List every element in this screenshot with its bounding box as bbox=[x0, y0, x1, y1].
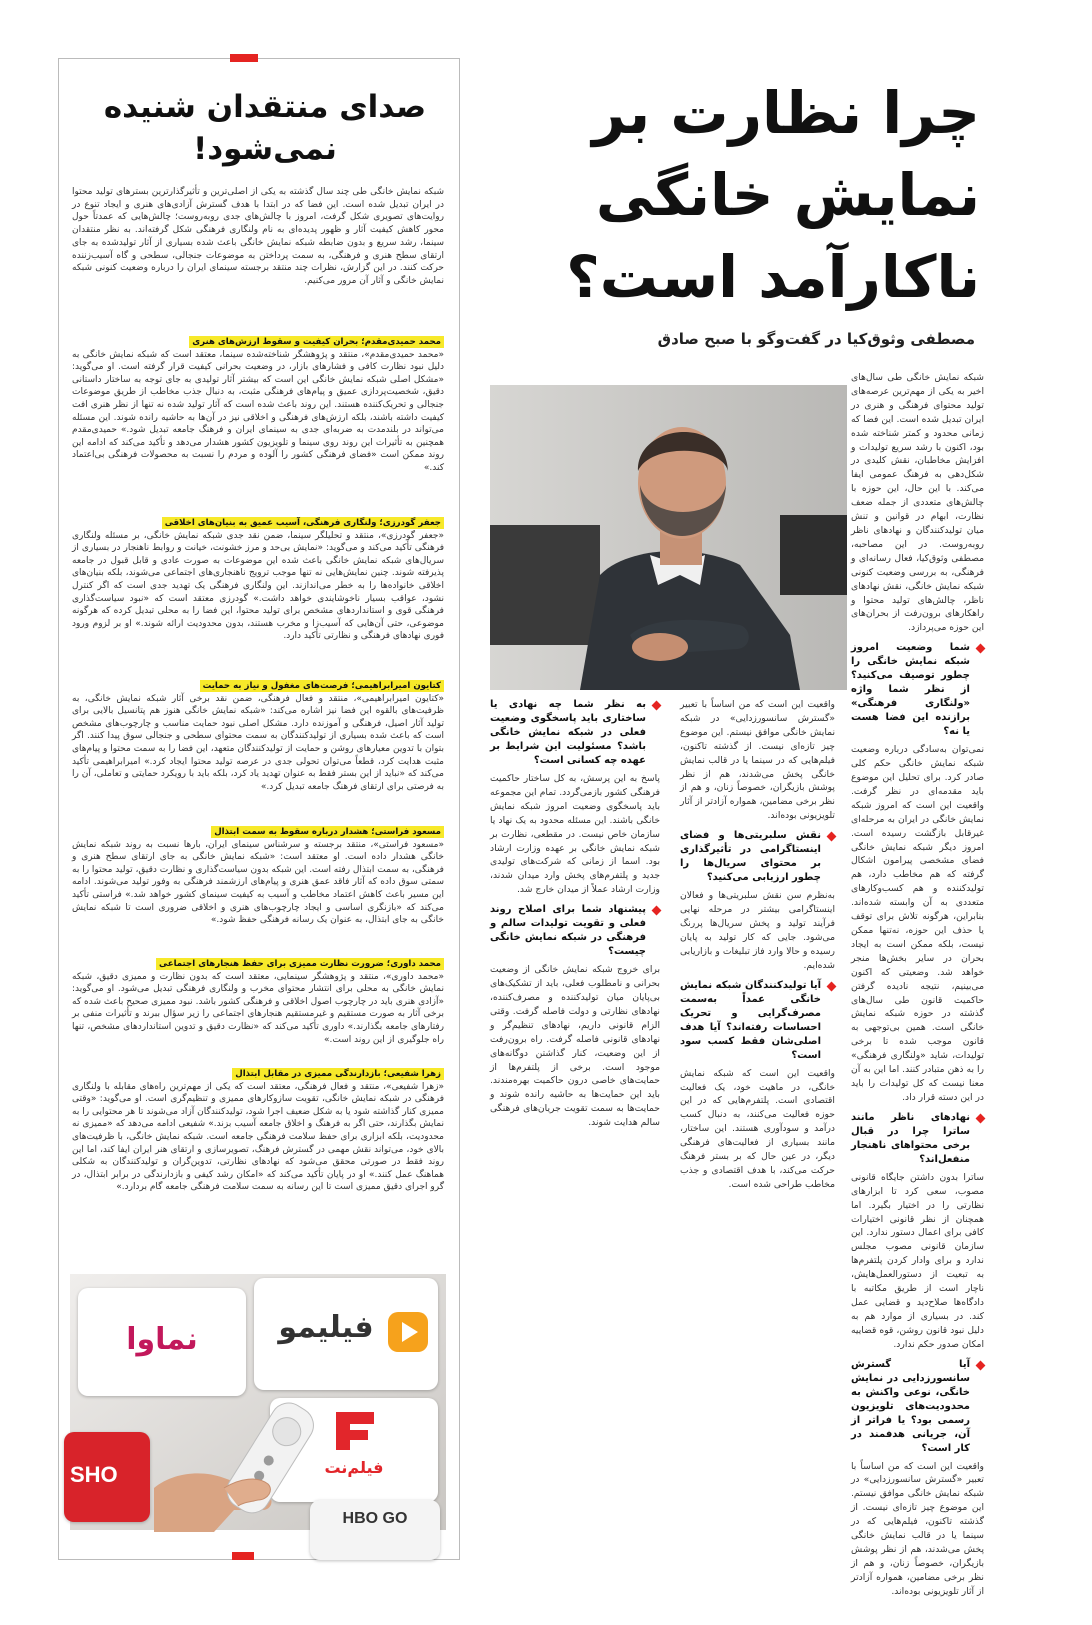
question-text: پیشنهاد شما برای اصلاح روند فعلی و تقویت تولیدات سالم و فرهنگی در شبکه نمایش خانگی چیست؟ bbox=[490, 904, 646, 958]
sidebar-section-heading: محمد حمیدی‌مقدم؛ بحران کیفیت و سقوط ارزش‌های هنری bbox=[189, 336, 444, 348]
article-intro bbox=[851, 371, 984, 1597]
bullet-icon bbox=[976, 644, 986, 654]
sidebar-section-body: «محمد داوری»، منتقد و پژوهشگر سینمایی، معتقد است که بدون نظارت و ممیزی دقیق، شبکه نمایش خانگی به محلی برای انتشار محتوای مخرب و ولنگاری فرهنگی تبدیل می‌شود. او می‌گوید: «آزادی هنری باید در چارچوب اصول اخلاقی و فرهنگی کشور باشد. نبود ممیزی صحیح باعث شده که برخی آثار به صورت مستقیم و غیرمستقیم هنجارهای اجتماعی را زیر سؤال ببرند و تأثیرات منفی بر رفتارهای جامعه بگذارند.» داوری تأکید می‌کند که «نظارت دقیق و تدوین استانداردهای مشخص، تنها راه جلوگیری از این روند است.» bbox=[72, 971, 444, 1045]
answer-text: پاسخ به این پرسش، به کل ساختار حاکمیت فرهنگی کشور بازمی‌گردد. تمام این مجموعه باید پاسخگوی وضعیت امروز شبکه نمایش خانگی باشند. این مسئله محدود به یک نهاد یا سازمان خاص نیست. در مقطعی، نظارت بر شبکه نمایش خانگی بر عهده وزارت ارشاد بود. اسما از زمانی که شرکت‌های تولیدی جدید و پلتفرم‌های پخش وارد میدان شدند، وزارت ارشاد عملاً از میدان خارج شد. bbox=[490, 773, 660, 896]
question-text: آیا گسترش سانسورزدایی در نمایش خانگی، نوعی واکنش به محدودیت‌های تلویزیون رسمی بود؟ یا فراتر از آن، جریانی هدفمند در کار است؟ bbox=[851, 1358, 970, 1454]
article-column-middle bbox=[680, 698, 835, 1192]
sidebar-section bbox=[72, 517, 444, 643]
sidebar-section bbox=[72, 336, 444, 475]
bullet-icon bbox=[652, 906, 662, 916]
namava-logo-card bbox=[78, 1288, 246, 1396]
article-subtitle: مصطفی وثوق‌کیا در گفت‌وگو با صبح صادق bbox=[657, 330, 975, 348]
sidebar-section bbox=[72, 958, 444, 1046]
sidebar-section-body: «جعفر گودرزی»، منتقد و تحلیلگر سینما، ضمن نقد جدی شبکه نمایش خانگی، بر مسئله ولنگاری فرهنگی تأکید می‌کند و می‌گوید: «نمایش بی‌حد و مرز خشونت، خیانت و روابط ناهنجار در بسیاری از سریال‌های شبکه نمایش خانگی باعث شده این موضوعات به صورت عادی و قابل قبول در جامعه پذیرفته شوند. چنین نمایش‌هایی نه تنها موجب ترویج ناهنجاری‌های اجتماعی می‌شوند، بلکه بنیان‌های اخلاقی خانواده‌ها را به خطر می‌اندازند. این ولنگاری فرهنگی یک تهدید جدی است که اگر کنترل نشود، عواقب بسیار ناخوشایندی خواهد داشت.» گودرزی معتقد است که «نبود سیاست‌گذاری فرهنگی قوی و استانداردهای مشخص برای تولید محتوا، این فضا را به محلی تبدیل کرده که هرگونه موضوعی، حتی آن‌هایی که آسیب‌زا و مخرب هستند، بدون محدودیت ارائه شوند.» او بر لزوم ورود فوری نهادهای فرهنگی و نظارتی تأکید دارد. bbox=[72, 530, 444, 642]
sidebar-section bbox=[72, 680, 444, 793]
hand-holding-remote-illustration bbox=[154, 1392, 354, 1532]
question-text: نقش سلبریتی‌ها و فضای اینستاگرامی در تأثیرگذاری بر محتوای سریال‌ها را چطور ارزیابی می‌کنید؟ bbox=[680, 830, 821, 884]
sidebar-section bbox=[72, 826, 444, 927]
question-text: به نظر شما چه نهادی یا ساختاری باید پاسخگوی وضعیت فعلی در شبکه نمایش خانگی باشد؟ مسئولیت این شرایط بر عهده چه کسانی است؟ bbox=[490, 699, 646, 766]
sidebar-section-body: «زهرا شفیعی»، منتقد و فعال فرهنگی، معتقد است که یکی از مهم‌ترین راه‌های مقابله با ولنگاری فرهنگی در شبکه نمایش خانگی، تقویت سازوکارهای ممیزی و تنظیم‌گری است. او می‌گوید: «وقتی ممیزی کنار گذاشته شود یا به شکل ضعیف اجرا شود، تولیدکنندگان آزاد می‌شوند تا هر محتوایی را به نمایش بگذارند، حتی اگر به فرهنگ و اخلاق جامعه آسیب بزند.» شفیعی ادامه می‌دهد که «ممیزی نه محدودیت، بلکه ابزاری برای حفظ سلامت فرهنگی جامعه است. شبکه نمایش خانگی، با ظرفیت‌های بالای خود، می‌تواند نقش مهمی در گسترش فرهنگ، تصویرسازی و ارتقای هنر ایران ایفا کند، اما این روند فقط در صورتی محقق می‌شود که نهادهای نظارتی، تدوین‌گران و تولیدکنندگان به شکلی هماهنگ عمل کنند.» او در پایان تأکید می‌کند که «امکان رشد کیفی و بازدارندگی در برابر ابتذال، در گرو اجرای دقیق ممیزی است تا این رسانه به سمت سلامت فرهنگی جامعه گام بردارد.» bbox=[72, 1081, 444, 1193]
bullet-icon bbox=[827, 832, 837, 842]
sidebar-section-body: «کتایون امیرابراهیمی»، منتقد و فعال فرهنگی، ضمن نقد برخی آثار شبکه نمایش خانگی، به ظرفیت‌های بالقوه این فضا نیز اشاره می‌کند: «شبکه نمایش خانگی هنوز هم پتانسیل بالایی برای تولید آثار اصیل، فرهنگی و آموزنده دارد. مشکل اصلی نبود حمایت مناسب و چارچوب‌های مشخص است که باعث شده بسیاری از تولیدکنندگان به سمت محتوای سطحی و جنجالی سوق پیدا کنند. اگر بتوان با تدوین معیارهای روشن و حمایت از تولیدکنندگان متعهد، این فضا را به سمت محتوا و پیام‌های مثبت هدایت کرد، قطعاً می‌توان تحولی جدی در عرصه تولید محتوا ایجاد کرد.» امیرابراهیمی تأکید می‌کند که «نباید از این بستر فقط به عنوان تهدید یاد کرد، بلکه باید با رویکرد حمایتی و تعاملی، آن را به فرصتی برای ارتقای فرهنگ جامعه تبدیل کرد.» bbox=[72, 693, 444, 792]
question bbox=[851, 1358, 984, 1456]
filimo-logo-card bbox=[254, 1278, 438, 1390]
sidebar-section bbox=[72, 1068, 444, 1194]
answer-text: واقعیت این است که شبکه نمایش خانگی، در ماهیت خود، یک فعالیت اقتصادی است. پلتفرم‌هایی که در این حوزه فعالیت می‌کنند، به دنبال کسب درآمد و سودآوری هستند. این ساختار، مانند بسیاری از فعالیت‌های فرهنگی دیگر، در عین حال که بر بستر فرهنگ حرکت می‌کند، با هدف اقتصادی و جذب مخاطب طراحی شده است. bbox=[680, 1067, 835, 1190]
sidebar-section-heading: زهرا شفیعی؛ بازدارندگی ممیزی در مقابل ابتذال bbox=[232, 1068, 444, 1080]
article-intro-text: شبکه نمایش خانگی طی سال‌های اخیر به یکی از مهم‌ترین عرصه‌های تولید محتوای فرهنگی و هنری در ایران تبدیل شده است. این فضا که زمانی محدود و کمتر شناخته شده بود، اکنون با رشد سریع تولیدات و افزایش مخاطبان، نقش کلیدی در شکل‌دهی به فرهنگ عمومی ایفا می‌کند. با این حال، این حوزه با چالش‌های متعددی از جمله ضعف نظارت، ابهام در قوانین و تنش میان تولیدکنندگان و نهادهای ناظر روبه‌روست. در این مصاحبه، مصطفی وثوق‌کیا، فعال رسانه‌ای و فرهنگی، به بررسی وضعیت کنونی شبکه نمایش خانگی، نقش نهادهای ناظر، چالش‌های تولید محتوا و راهکارهای برون‌رفت از بحران‌های این حوزه می‌پردازد. bbox=[851, 372, 984, 634]
question-text: نهادهای ناظر مانند ساترا چرا در قبال برخی محتواهای ناهنجار منفعل‌اند؟ bbox=[851, 1111, 970, 1165]
filmnet-logo: فیلم‌نت bbox=[324, 1458, 384, 1477]
sidebar-section-heading: جعفر گودرزی؛ ولنگاری فرهنگی، آسیب عمیق به بنیان‌های اخلاقی bbox=[162, 517, 444, 529]
answer-text: واقعیت این است که من اساساً با تعبیر «گسترش سانسورزدایی» در شبکه نمایش خانگی موافق نیستم. این موضوع چیز تازه‌ای نیست. از گذشته تاکنون، فیلم‌هایی که در سینما یا در قالب نمایش خانگی پخش می‌شدند، هم از نظر پوشش بازیگران، خصوصاً زنان، و هم از نظر برخی مضامین، همواره آزادتر از آثار تلویزیونی بوده‌اند. bbox=[851, 1460, 984, 1597]
sho-logo-card bbox=[64, 1432, 150, 1522]
interviewee-photo bbox=[490, 385, 847, 690]
sidebar-title: صدای منتقدان شنیده نمی‌شود! bbox=[103, 89, 427, 167]
bullet-icon bbox=[976, 1113, 986, 1123]
sho-logo: SHO bbox=[70, 1462, 118, 1487]
sidebar-intro: شبکه نمایش خانگی طی چند سال گذشته به یکی از اصلی‌ترین و تأثیرگذارترین بسترهای تولید محتوا در ایران تبدیل شده است. این فضا که در ابتدا با هدف گسترش آزادی‌های هنری و ایجاد تنوع در روایت‌های تصویری شکل گرفت، امروز با چالش‌های جدی روبه‌روست؛ چالش‌هایی که عمدتاً حول محور کاهش کیفیت آثار و ظهور پدیده‌ای به نام ولنگاری فرهنگی شکل گرفته‌اند. به نظر منتقدان سینما، رشد سریع و بدون ضابطه شبکه نمایش خانگی باعث شده بسیاری از آثار تولیدشده به جای ارتقای سطح هنری و فرهنگی، به سمت پرداختن به موضوعات جنجالی، سطحی و گاه آسیب‌زننده حرکت کنند. در این گزارش، نظرات چند منتقد برجسته سینمای ایران را درباره وضعیت کنونی شبکه نمایش خانگی و آثار آن مرور می‌کنیم. bbox=[72, 187, 444, 286]
article-column-left bbox=[490, 698, 660, 1130]
sidebar-section-body: «محمد حمیدی‌مقدم»، منتقد و پژوهشگر شناخته‌شده سینما، معتقد است که شبکه نمایش خانگی به دلیل نبود نظارت کافی و فشارهای بازار، در وضعیت بحرانی کیفیت قرار گرفته است. او می‌گوید: «مشکل اصلی شبکه نمایش خانگی این است که بیشتر آثار تولیدی به جای توجه به ساختار داستانی دقیق، شخصیت‌پردازی عمیق و پیام‌های فرهنگی مثبت، به دنبال جذب مخاطب از طریق موضوعات جنجالی و تحریک‌کننده هستند. این روند باعث شده است که آثار تولید شده نه تنها از نظر هنری افت کیفیت داشته باشند، بلکه ارزش‌های فرهنگی و اخلاقی نیز در آن‌ها به حاشیه رانده شوند. این مسئله می‌تواند در بلندمدت به ضربه‌ای جدی به سینمای ایران و فرهنگ جامعه تبدیل شود.» حمیدی‌مقدم همچنین به تأثیرات این روند روی سینما و تلویزیون کشور هشدار می‌دهد و تأکید می‌کند که ادامه این روند ممکن است «فضای فرهنگی کشور را آلوده و مردم را نسبت به محصولات فرهنگی بی‌اعتماد کند.» bbox=[72, 349, 444, 473]
sidebar-section-heading: مسعود فراستی؛ هشدار درباره سقوط به سمت ابتذال bbox=[211, 826, 444, 838]
filimo-logo: فیلیمو bbox=[278, 1310, 374, 1345]
sidebar-section-body: «مسعود فراستی»، منتقد برجسته و سرشناس سینمای ایران، بارها نسبت به روند شبکه نمایش خانگی هشدار داده است. او معتقد است: «شبکه نمایش خانگی به جای ارتقای سطح هنری و فرهنگی، به سمت ابتذال رفته است. این شبکه بدون سیاست‌گذاری و نظارت دقیق، تولید محتوا را به سمتی سوق داده که آثار فاقد عمق هنری و پیام‌های ارزشمند فرهنگی به وفور تولید می‌شوند. ادامه این مسیر باعث کاهش اعتماد مخاطب و آسیب به کیفیت سینمای کشور خواهد شد.» فراستی تأکید می‌کند که «بازنگری اساسی و ایجاد چارچوب‌های هنری و اخلاقی ضروری است تا شبکه نمایش خانگی به جای ابتذال، به عنوان یک رسانه فرهنگی حفظ شود.» bbox=[72, 839, 444, 926]
portrait-illustration bbox=[490, 385, 847, 690]
bullet-icon bbox=[827, 981, 837, 991]
bullet-icon bbox=[652, 701, 662, 711]
filimo-play-icon bbox=[386, 1310, 430, 1354]
question-text: شما وضعیت امروز شبکه نمایش خانگی را چطور توصیف می‌کنید؟ از نظر شما واژه «ولنگاری فرهنگی» برازنده این فضا هست یا نه؟ bbox=[851, 642, 970, 738]
answer-text: واقعیت این است که من اساساً با تعبیر «گسترش سانسورزدایی» در شبکه نمایش خانگی موافق نیستم. این موضوع چیز تازه‌ای نیست. از گذشته تاکنون، فیلم‌هایی که در سینما یا در قالب نمایش خانگی پخش می‌شدند، هم از نظر پوشش بازیگران، خصوصاً زنان، و هم از نظر برخی مضامین، همواره آزادتر از آثار تلویزیونی بوده‌اند. bbox=[680, 699, 835, 822]
sidebar-bottom-accent bbox=[232, 1552, 254, 1560]
question bbox=[851, 1111, 984, 1167]
question bbox=[490, 698, 660, 768]
answer-text: به‌نظرم سن نقش سلبریتی‌ها و فعالان اینستاگرامی بیشتر در مرحله نهایی فرآیند تولید و پخش سریال‌ها پررنگ می‌شود. جایی که کار تولید به پایان رسیده و حالا وارد فاز تبلیغات و بازاریابی شده‌ایم. bbox=[680, 890, 835, 971]
sidebar-section-heading: محمد داوری؛ ضرورت نظارت ممیزی برای حفظ هنجارهای اجتماعی bbox=[156, 958, 444, 970]
namava-logo: نماوا bbox=[126, 1322, 198, 1357]
streaming-platforms-photo bbox=[70, 1274, 446, 1530]
answer-text: برای خروج شبکه نمایش خانگی از وضعیت بحرانی و نامطلوب فعلی، باید از تشکیک‌های بی‌پایان میان تولیدکننده و مصرف‌کننده، نهادهای نظارتی و دولت فاصله گرفت. وقتی الزام قانونی داریم، نهادهای تنظیم‌گر و نهادهای قانونی فاصله گرفت. راه برون‌رفت از این وضعیت، کنار گذاشتن دوگانه‌های موجود است. برخی از پلتفرم‌ها از حمایت‌های خاصی درون حاکمیت بهره‌مندند. باید این حمایت‌ها به حاشیه رانده شوند و حمایت‌ها به سمت تقویت جریان‌های فرهنگی سالم هدایت شوند. bbox=[490, 964, 660, 1129]
question-text: آیا تولیدکنندگان شبکه نمایش خانگی عمداً به‌سمت مصرف‌گرایی و تحریک احساسات رفته‌اند؟ آیا هدف اصلی‌شان فقط کسب سود است؟ bbox=[680, 979, 821, 1061]
bullet-icon bbox=[976, 1360, 986, 1370]
question bbox=[680, 829, 835, 885]
hbo-go-logo: HBO GO bbox=[342, 1510, 408, 1527]
answer-text: ساترا بدون داشتن جایگاه قانونی مصوب، سعی کرد تا ابزارهای نظارتی را در اختیار بگیرد. اما همچنان از نظر قانونی اختیارات کافی برای اعمال دستور ندارد. این سازمان قانونی مصوب مجلس ندارد و برای وادار کردن پلتفرم‌ها به تبعیت از دستورالعمل‌هایش، ناچار است از طریق مکاتبه با دادگاه‌ها صلاح‌دید و قضایی عمل کند. در بسیاری از موارد هم به دلیل نبود قانون روشن، قوه قضاییه امکان صدور حکم ندارد. bbox=[851, 1171, 984, 1350]
question bbox=[490, 903, 660, 959]
question bbox=[680, 979, 835, 1063]
sidebar-top-accent bbox=[230, 54, 258, 62]
article-title: چرا نظارت بر نمایش خانگی ناکارآمد است؟ bbox=[566, 79, 980, 311]
sidebar-section-heading: کتایون امیرابراهیمی؛ فرصت‌های مغفول و نیاز به حمایت bbox=[200, 680, 444, 692]
answer-text: نمی‌توان به‌سادگی درباره وضعیت شبکه نمایش خانگی حکم کلی صادر کرد. برای تحلیل این موضوع باید مقدمه‌ای در نظر گرفت. واقعیت این است که امروز شبکه نمایش خانگی در ایران به مرحله‌ای غیرقابل بازگشت رسیده است. امروز دیگر شبکه نمایش خانگی فضای مشخصی پیرامون اشکال گرفته که هم مخاطب دارد، هم تولیدکننده و هم کسب‌وکارهای متعددی به آن وابسته شده‌اند. بنابراین، هرگونه تلاش برای توقف یا حذف این حوزه، نه‌تنها ممکن نیست، بلکه ممکن است به ایجاد بحران در سایر بخش‌ها منجر خواهد شد. وضعیتی که اکنون می‌بینیم، نتیجه نادیده گرفتن حاکمیت قانون طی سال‌های گذشته در حوزه شبکه نمایش خانگی است. همین بی‌توجهی به قانون موجب شده تا برخی تولیدات، شاید «ولنگاری فرهنگی» را به ذهن متبادر کنند. اما این به آن معنا نیست که کل تولیدات را باید در این دسته قرار داد. bbox=[851, 744, 984, 1103]
question bbox=[851, 641, 984, 739]
